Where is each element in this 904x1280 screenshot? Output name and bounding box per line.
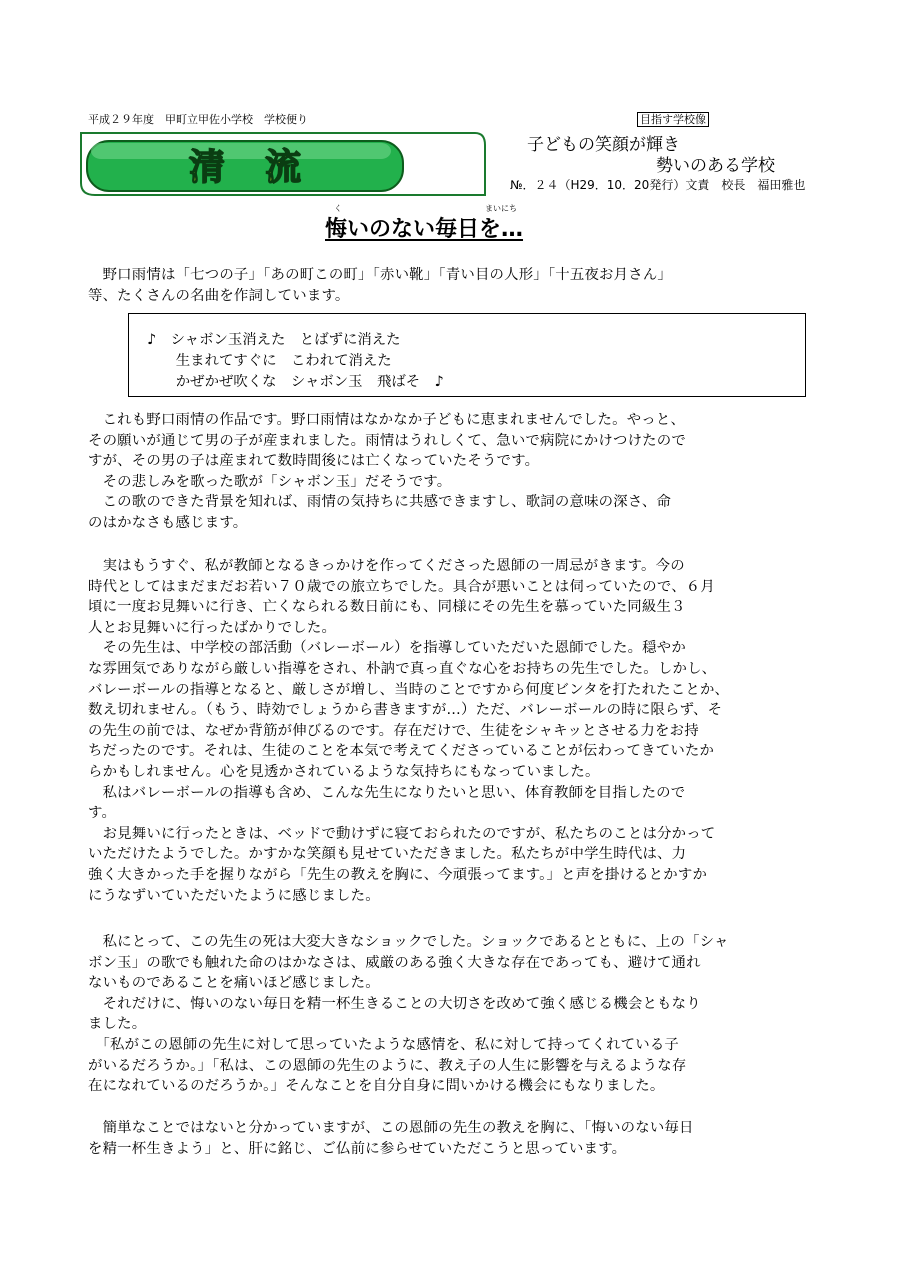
- para-line: 私にとって、この先生の死は大変大きなショックでした。ショックであるとともに、上の「シャ: [88, 934, 729, 950]
- para-line: ないものであることを痛いほど感じました。: [88, 975, 380, 992]
- para-line: それだけに、悔いのない毎日を精一杯生きることの大切さを改めて強く感じる機会ともなり: [88, 995, 701, 1012]
- motto-line-2: 勢いのある学校: [656, 156, 775, 176]
- paragraph-2: [88, 556, 814, 906]
- para-line: その先生は、中学校の部活動（バレーボール）を指導していただいた恩師でした。穏やか: [88, 640, 686, 657]
- poem-line: ♪ シャボン玉消えた とばずに消えた: [147, 332, 401, 348]
- intro-line: 野口雨情は「七つの子」「あの町この町」「赤い靴」「青い目の人形」「十五夜お月さん」: [88, 267, 673, 283]
- title-ruby-mainichi: まいにち: [485, 204, 517, 213]
- para-line: らかもしれません。心を見透かされているような気持ちにもなっていました。: [88, 763, 600, 780]
- motto-line-1: 子どもの笑顔が輝き: [527, 135, 680, 155]
- para-line: 「私がこの恩師の先生に対して思っていたような感情を、私に対して持ってくれている子: [88, 1036, 680, 1053]
- poem-box: [128, 313, 806, 397]
- para-line: の先生の前では、なぜか背筋が伸びるのです。存在だけで、生徒をシャキッとさせる力をお持: [88, 722, 699, 739]
- para-line: な雰囲気でありながら厳しい指導をされ、朴訥で真っ直ぐな心をお持ちの先生でした。しかし、: [88, 660, 717, 677]
- para-line: 私はバレーボールの指導も含め、こんな先生になりたいと思い、体育教師を目指したので: [88, 784, 686, 801]
- para-line: ボン玉」の歌でも触れた命のはかなさは、威厳のある強く大きな存在であっても、避けて通れ: [88, 954, 701, 971]
- para-line: いただけたようでした。かすかな笑顔も見せていただきました。私たちが中学生時代は、力: [88, 846, 687, 863]
- para-line: のはかなさも感じます。: [88, 514, 248, 531]
- para-line: バレーボールの指導となると、厳しさが増し、当時のことですから何度ビンタを打たれたことか、: [88, 681, 730, 698]
- para-line: その願いが通じて男の子が産まれました。雨情はうれしくて、急いで病院にかけつけたので: [88, 432, 686, 449]
- issue-line: №．２４（H29．10．20発行）文責 校長 福田雅也: [510, 178, 806, 192]
- para-line: す。: [88, 805, 117, 822]
- masthead-banner: [79, 131, 487, 197]
- para-line: お見舞いに行ったときは、ベッドで動けずに寝ておられたのですが、私たちのことは分かって: [88, 825, 716, 842]
- intro-line: 等、たくさんの名曲を作詞しています。: [88, 287, 350, 304]
- para-line: 簡単なことではないと分かっていますが、この恩師の先生の教えを胸に、「悔いのない毎日: [88, 1120, 694, 1136]
- intro-block: [88, 265, 814, 306]
- title-ruby-ku: く: [334, 204, 342, 213]
- para-line: にうなずいていただいたように感じました。: [88, 887, 380, 904]
- masthead-title: 清 流: [188, 147, 304, 188]
- para-line: 在になれているのだろうか。」そんなことを自分自身に問いかける機会にもなりました。: [88, 1078, 665, 1095]
- para-line: 強く大きかった手を握りながら「先生の教えを胸に、今頑張ってます。」と声を掛けるとかすか: [88, 866, 708, 883]
- para-line: 実はもうすぐ、私が教師となるきっかけを作ってくださった恩師の一周忌がきます。今の: [88, 558, 685, 574]
- school-line: 平成２９年度 甲町立甲佐小学校 学校便り: [88, 113, 308, 126]
- para-line: ちだったのです。それは、生徒のことを本気で考えてくださっていることが伝わってきていたか: [88, 743, 715, 760]
- paragraph-3: [88, 932, 814, 1097]
- poem-line: かぜかぜ吹くな シャボン玉 飛ばそ ♪: [147, 374, 444, 390]
- para-line: を精一杯生きよう」と、肝に銘じ、ご仏前に参らせていただこうと思っています。: [88, 1140, 627, 1157]
- para-line: 数え切れません。（もう、時効でしょうから書きますが…）ただ、バレーボールの時に限らず、そ: [88, 702, 723, 719]
- para-line: その悲しみを歌った歌が「シャボン玉」だそうです。: [88, 473, 452, 490]
- paragraph-1: [88, 410, 814, 534]
- motto-label: 目指す学校像: [637, 112, 709, 127]
- para-line: これも野口雨情の作品です。野口雨情はなかなか子どもに恵まれませんでした。やっと、: [88, 412, 686, 428]
- paragraph-4: [88, 1118, 814, 1159]
- para-line: この歌のできた背景を知れば、雨情の気持ちに共感できますし、歌詞の意味の深さ、命: [88, 494, 672, 511]
- para-line: すが、その男の子は産まれて数時間後には亡くなっていたそうです。: [88, 453, 540, 470]
- para-line: がいるだろうか。」「私は、この恩師の先生のように、教え子の人生に影響を与えるような存: [88, 1057, 687, 1074]
- para-line: 人とお見舞いに行ったばかりでした。: [88, 619, 337, 636]
- poem-line: 生まれてすぐに こわれて消えた: [147, 353, 392, 369]
- para-line: 頃に一度お見舞いに行き、亡くなられる数日前にも、同様にその先生を慕っていた同級生３: [88, 599, 686, 616]
- article-title: 悔いのない毎日を…: [325, 217, 524, 242]
- para-line: ました。: [88, 1016, 147, 1033]
- para-line: 時代としてはまだまだお若い７０歳での旅立ちでした。具合が悪いことは伺っていたので、６月: [88, 578, 715, 595]
